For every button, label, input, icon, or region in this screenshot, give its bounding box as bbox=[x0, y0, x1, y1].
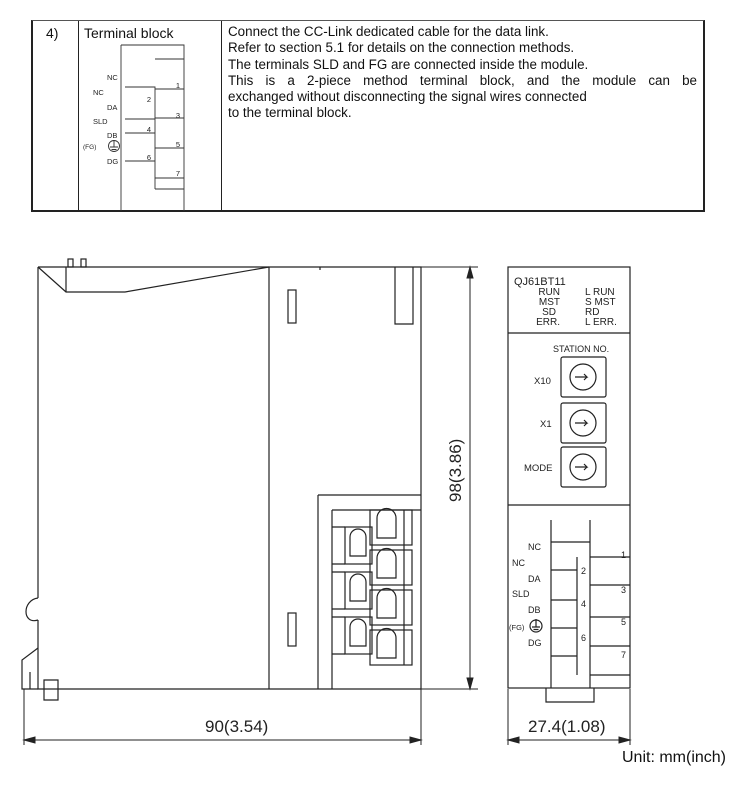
description-line: exchanged without disconnecting the signal wires connected bbox=[228, 89, 587, 105]
front-label-dg: DG bbox=[528, 638, 542, 648]
tb-num-3: 3 bbox=[175, 111, 180, 120]
tb-num-2: 2 bbox=[146, 95, 151, 104]
front-label-fg: (FG) bbox=[509, 623, 525, 632]
description-line: This is a 2-piece method terminal block, and the module can be bbox=[228, 72, 697, 88]
dimension-lines bbox=[24, 267, 630, 745]
front-label-db: DB bbox=[528, 605, 541, 615]
tb-num-7: 7 bbox=[175, 169, 180, 178]
description-line: to the terminal block. bbox=[228, 105, 352, 121]
led-run: RUN bbox=[538, 287, 560, 298]
dim-height: 98(3.86) bbox=[446, 438, 465, 502]
rotary-switch-x10 bbox=[561, 357, 606, 397]
station-no-label: STATION NO. bbox=[553, 344, 610, 354]
front-num-5: 5 bbox=[620, 617, 626, 627]
tb-label-fg: (FG) bbox=[83, 144, 97, 151]
front-label-da: DA bbox=[528, 574, 541, 584]
tb-label-nc1: NC bbox=[107, 73, 118, 82]
front-view bbox=[508, 267, 630, 702]
front-num-6: 6 bbox=[580, 633, 586, 643]
led-l-run: L RUN bbox=[585, 287, 615, 298]
tb-num-5: 5 bbox=[175, 140, 180, 149]
rotary-switch-x1 bbox=[561, 403, 606, 443]
tb-label-db: DB bbox=[107, 131, 118, 140]
dim-width: 27.4(1.08) bbox=[528, 717, 606, 736]
tb-label-da: DA bbox=[107, 103, 118, 112]
dim-depth: 90(3.54) bbox=[205, 717, 269, 736]
tb-label-nc2: NC bbox=[93, 88, 104, 97]
description-line: Refer to section 5.1 for details on the connection methods. bbox=[228, 40, 575, 56]
unit-label: Unit: mm(inch) bbox=[622, 749, 727, 766]
tb-num-1: 1 bbox=[175, 81, 180, 90]
switch-label-mode: MODE bbox=[524, 463, 553, 474]
side-view bbox=[22, 259, 421, 700]
switch-label-x10: X10 bbox=[534, 376, 551, 387]
led-s-mst: S MST bbox=[585, 297, 616, 308]
front-num-1: 1 bbox=[620, 550, 626, 560]
item-number: 4) bbox=[46, 25, 59, 41]
front-label-sld: SLD bbox=[512, 589, 530, 599]
led-rd: RD bbox=[585, 307, 600, 318]
led-sd: SD bbox=[542, 307, 556, 318]
tb-label-dg: DG bbox=[107, 157, 119, 166]
front-label-nc1: NC bbox=[528, 542, 541, 552]
item-name: Terminal block bbox=[84, 25, 174, 41]
front-num-4: 4 bbox=[580, 599, 586, 609]
switch-label-x1: X1 bbox=[540, 419, 552, 430]
front-model: QJ61BT11 bbox=[514, 276, 566, 288]
front-num-2: 2 bbox=[580, 566, 586, 576]
led-err: ERR. bbox=[536, 317, 560, 328]
front-label-nc2: NC bbox=[512, 558, 525, 568]
front-num-3: 3 bbox=[620, 585, 626, 595]
tb-num-4: 4 bbox=[146, 125, 151, 134]
description-line: Connect the CC-Link dedicated cable for the data link. bbox=[228, 24, 549, 39]
led-mst: MST bbox=[538, 297, 560, 308]
front-num-7: 7 bbox=[620, 650, 626, 660]
description-line: The terminals SLD and FG are connected inside the module. bbox=[228, 56, 589, 72]
rotary-switch-mode bbox=[561, 447, 606, 487]
tb-num-6: 6 bbox=[146, 153, 151, 162]
tb-label-sld: SLD bbox=[93, 117, 108, 126]
led-l-err: L ERR. bbox=[585, 317, 617, 328]
